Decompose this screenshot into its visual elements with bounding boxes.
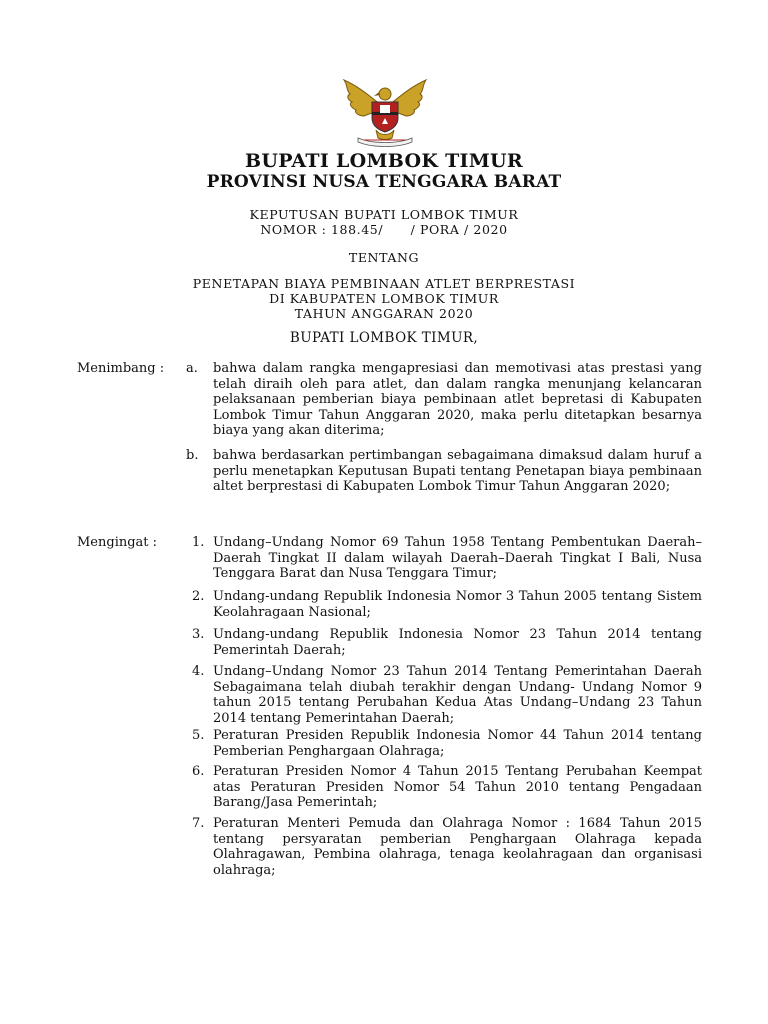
decree-subject <box>0 276 768 321</box>
item-text: Undang–Undang Nomor 23 Tahun 2014 Tentang Pemerintahan Daerah Sebagaimana telah diubah terakhir dengan Undang- Undang Nomor 9 tahun 2015 tentang Perubahan Kedua Atas Undang–Undang 23 Tahun 2014 tentang Pemerintahan Daerah; <box>213 664 702 726</box>
title-line-1: BUPATI LOMBOK TIMUR <box>244 150 524 172</box>
menimbang-item-a <box>186 361 702 439</box>
item-marker: 3. <box>192 627 205 642</box>
mengingat-item-6 <box>186 764 702 811</box>
item-marker: b. <box>186 448 199 463</box>
mengingat-item-1 <box>186 535 702 582</box>
item-text: Undang-undang Republik Indonesia Nomor 3 Tahun 2005 tentang Sistem Keolahragaan Nasional; <box>213 589 702 620</box>
decree-title: KEPUTUSAN BUPATI LOMBOK TIMUR <box>249 207 519 222</box>
menimbang-item-b <box>186 448 702 495</box>
garuda-emblem-icon <box>336 74 434 148</box>
title-line-2: PROVINSI NUSA TENGGARA BARAT <box>206 172 562 192</box>
item-text: bahwa berdasarkan pertimbangan sebagaimana dimaksud dalam huruf a perlu menetapkan Keputusan Bupati tentang Penetapan biaya pembinaan altet berprestasi di Kabupaten Lombok Timur Tahun Anggaran 2020; <box>213 448 702 494</box>
item-text: Undang-undang Republik Indonesia Nomor 23 Tahun 2014 tentang Pemerintah Daerah; <box>213 627 702 658</box>
item-text: Peraturan Presiden Nomor 4 Tahun 2015 Tentang Perubahan Keempat atas Peraturan Presiden Nomor 54 Tahun 2010 tentang Pengadaan Barang/Jasa Pemerintah; <box>213 764 702 810</box>
item-marker: a. <box>186 361 198 376</box>
subject-line-2: DI KABUPATEN LOMBOK TIMUR <box>269 291 499 306</box>
item-text: Peraturan Menteri Pemuda dan Olahraga Nomor : 1684 Tahun 2015 tentang persyaratan pemberian Penghargaan Olahraga kepada Olahragawan, Pembina olahraga, tenaga keolahragaan dan organisasi olahraga; <box>213 816 702 878</box>
subject-line-3: TAHUN ANGGARAN 2020 <box>294 306 474 321</box>
item-marker: 5. <box>192 728 205 743</box>
mengingat-item-3 <box>186 627 702 658</box>
subject-line-1: PENETAPAN BIAYA PEMBINAAN ATLET BERPRESTASI <box>192 276 576 291</box>
menimbang-label: Menimbang : <box>77 361 165 376</box>
item-marker: 1. <box>192 535 205 550</box>
signatory-heading: BUPATI LOMBOK TIMUR, <box>289 330 479 346</box>
mengingat-item-7 <box>186 816 702 878</box>
tentang-label: TENTANG <box>348 250 420 265</box>
mengingat-item-4 <box>186 664 702 726</box>
item-text: bahwa dalam rangka mengapresiasi dan memotivasi atas prestasi yang telah diraih oleh para atlet, dan dalam rangka menunjang kelancaran pelaksanaan pemberian biaya pembinaan atlet bepretasi di Kabupaten Lombok Timur Tahun Anggaran 2020, maka perlu ditetapkan besarnya biaya yang akan diterima; <box>213 361 702 438</box>
mengingat-label: Mengingat : <box>77 535 158 550</box>
decree-heading <box>0 207 768 237</box>
mengingat-item-5 <box>186 728 702 759</box>
item-text: Undang–Undang Nomor 69 Tahun 1958 Tentang Pembentukan Daerah–Daerah Tingkat II dalam wilayah Daerah–Daerah Tingkat I Bali, Nusa Tenggara Barat dan Nusa Tenggara Timur; <box>213 535 702 581</box>
item-marker: 6. <box>192 764 205 779</box>
item-text: Peraturan Presiden Republik Indonesia Nomor 44 Tahun 2014 tentang Pemberian Penghargaan Olahraga; <box>213 728 702 759</box>
item-marker: 4. <box>192 664 205 679</box>
item-marker: 2. <box>192 589 205 604</box>
decree-number: NOMOR : 188.45/ / PORA / 2020 <box>260 222 508 237</box>
item-marker: 7. <box>192 816 205 831</box>
mengingat-item-2 <box>186 589 702 620</box>
